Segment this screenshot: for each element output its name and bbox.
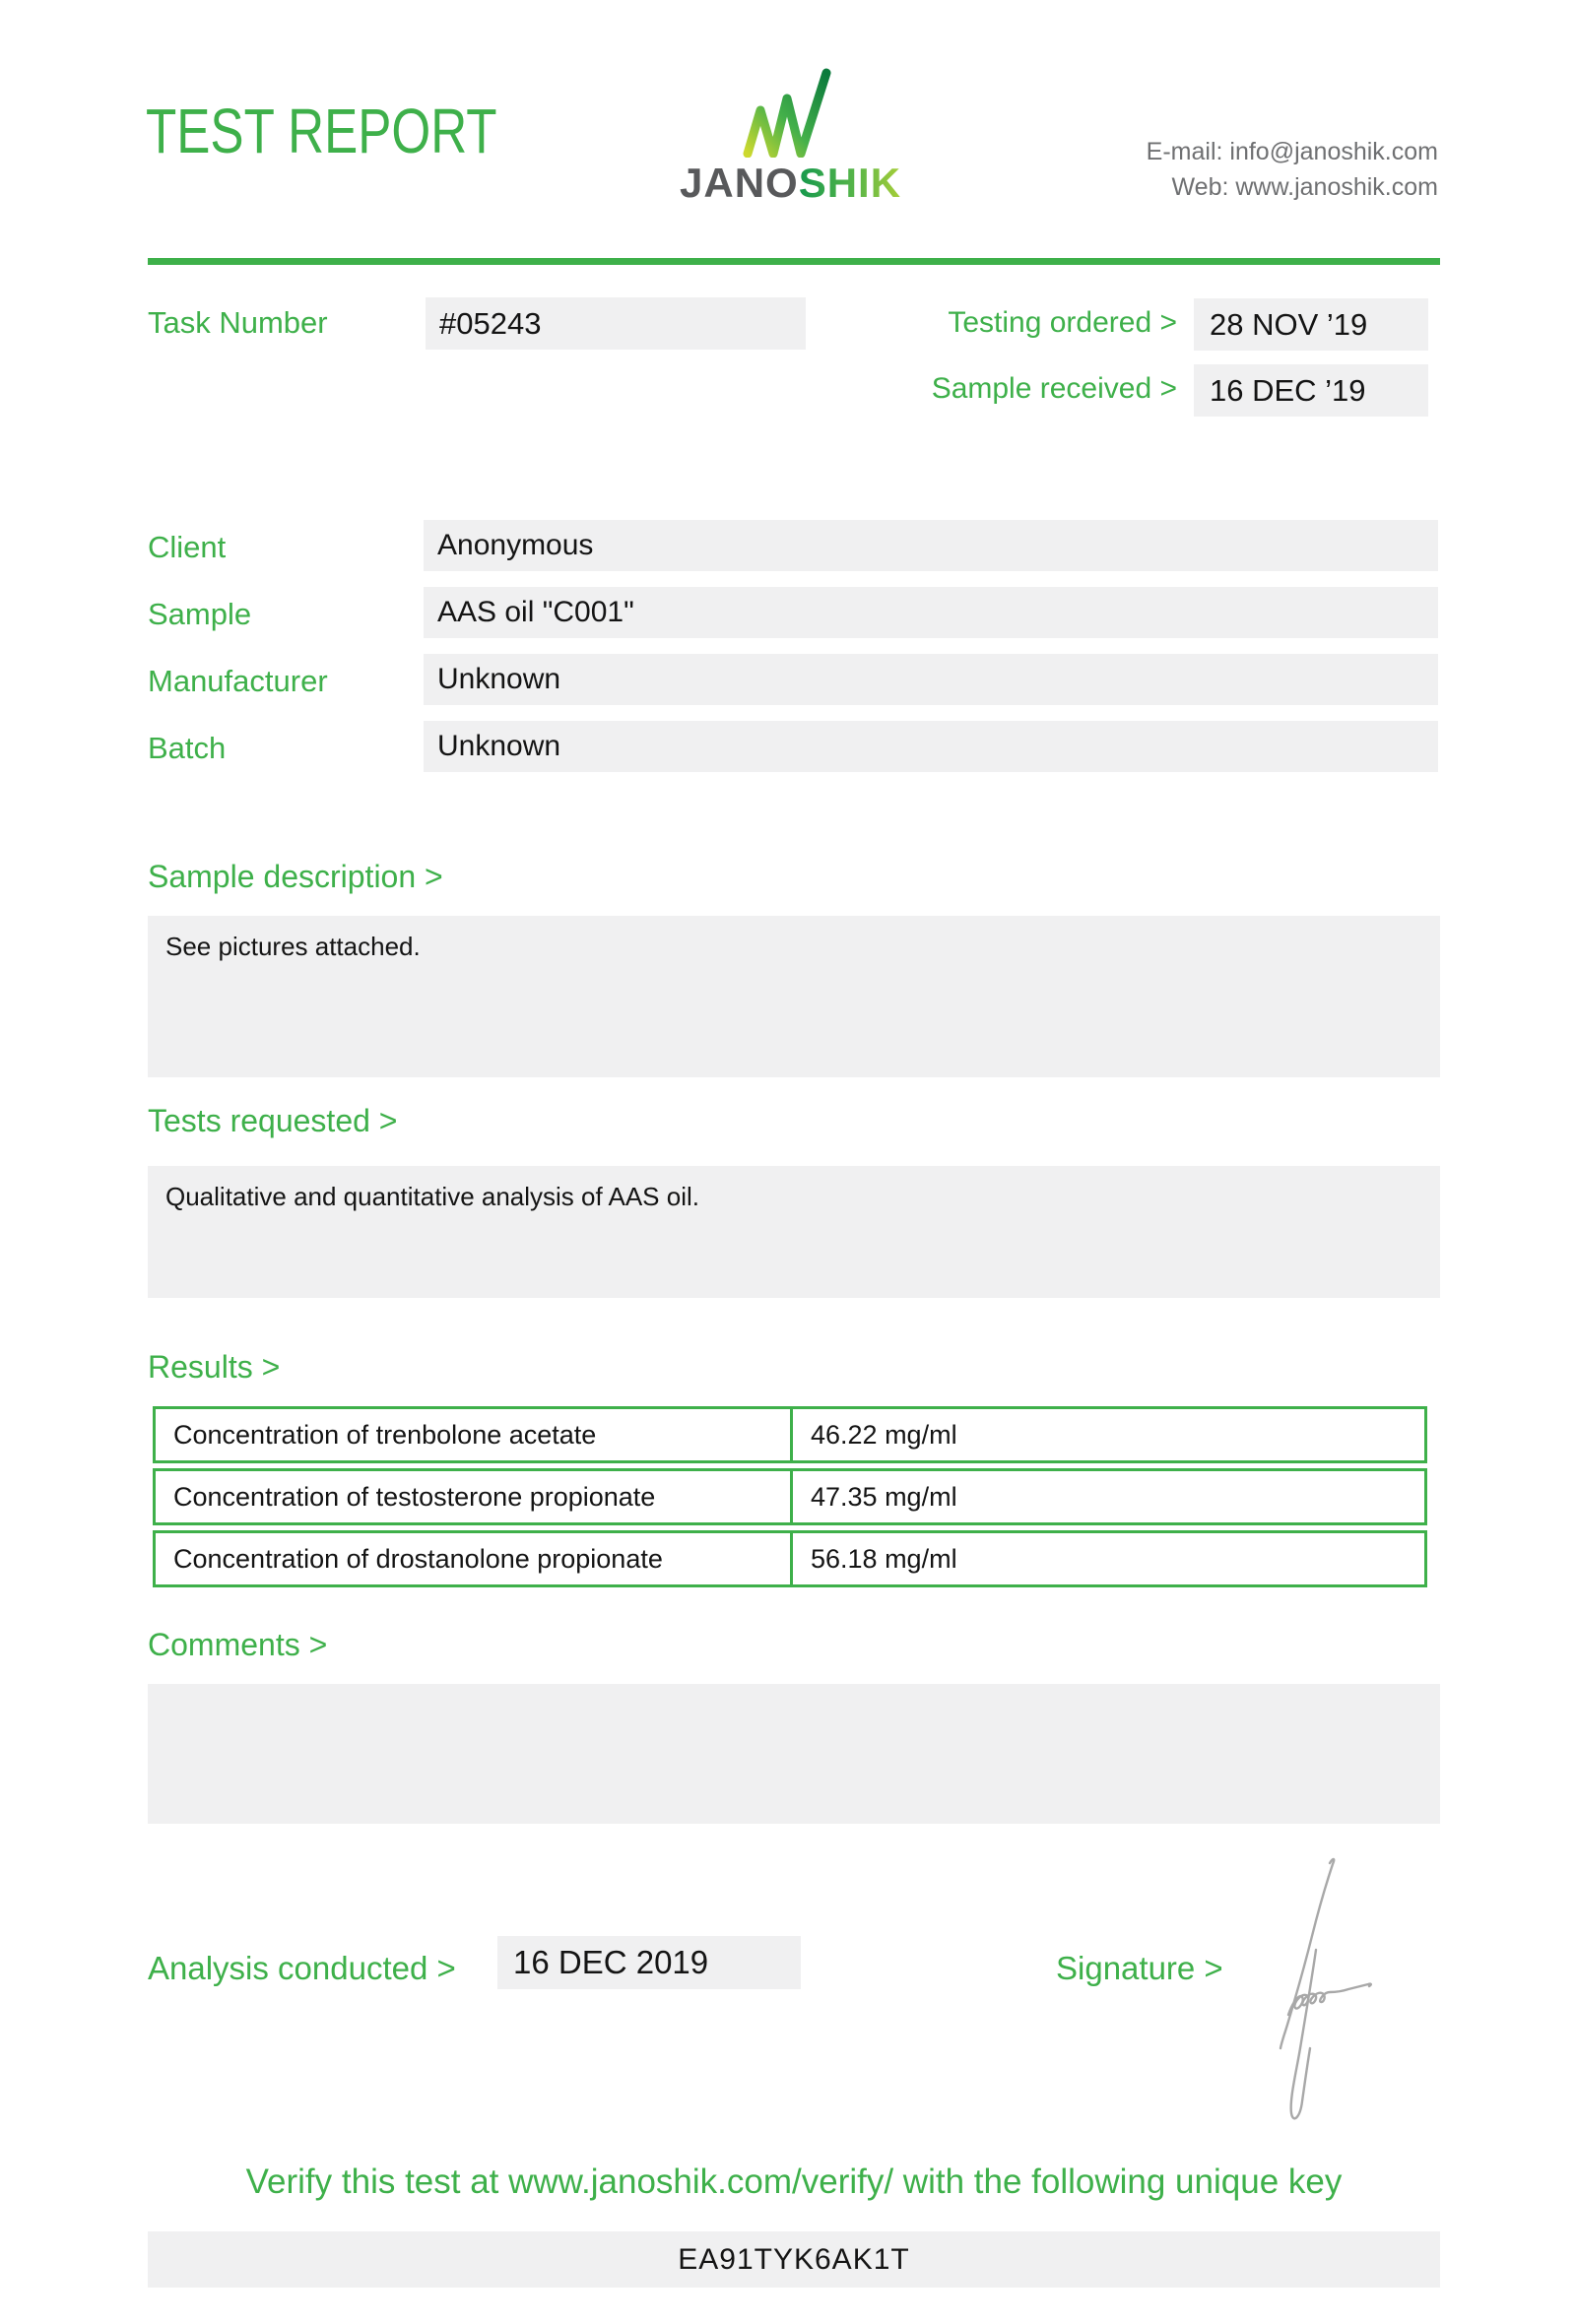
field-value-sample: AAS oil "C001" [424,587,1438,638]
page-title: TEST REPORT [146,96,497,166]
task-number-value: #05243 [426,297,806,350]
field-value-manufacturer: Unknown [424,654,1438,705]
tests-requested-box [148,1166,1440,1298]
result-name: Concentration of testosterone propionate [156,1471,793,1522]
growth-chart-icon [741,67,835,158]
testing-ordered-label: Testing ordered > [948,306,1177,339]
testing-ordered-value: 28 NOV ’19 [1194,298,1428,351]
table-row [153,1530,1427,1587]
brand-wordmark-green: SHIK [798,160,902,206]
brand-wordmark-gray: JANO [680,160,799,206]
results-table [153,1406,1427,1592]
field-label-client: Client [148,530,227,564]
results-heading: Results > [148,1349,281,1385]
comments-heading: Comments > [148,1627,328,1662]
analysis-conducted-value: 16 DEC 2019 [497,1936,801,1989]
unique-key-value: EA91TYK6AK1T [148,2231,1440,2288]
brand-wordmark [680,160,902,207]
result-value: 56.18 mg/ml [811,1544,957,1574]
result-name: Concentration of trenbolone acetate [156,1409,793,1460]
field-label-manufacturer: Manufacturer [148,664,328,698]
sample-description-text: See pictures attached. [165,932,421,961]
sample-description-heading: Sample description > [148,859,443,894]
comments-box [148,1684,1440,1824]
header-divider [148,258,1440,265]
sample-received-label: Sample received > [931,372,1177,405]
table-row [153,1406,1427,1463]
result-name: Concentration of drostanolone propionate [156,1533,793,1584]
table-row [153,1468,1427,1525]
task-number-label: Task Number [148,305,328,340]
signature-image [1273,1855,1383,2129]
sample-description-box [148,916,1440,1077]
signature-label: Signature > [1056,1950,1223,1986]
analysis-conducted-label: Analysis conducted > [148,1950,456,1986]
tests-requested-heading: Tests requested > [148,1103,398,1138]
field-value-batch: Unknown [424,721,1438,772]
contact-info [1147,134,1438,205]
brand-logo [680,67,902,207]
field-value-client: Anonymous [424,520,1438,571]
result-value: 47.35 mg/ml [811,1482,957,1512]
contact-web: Web: www.janoshik.com [1171,173,1438,201]
tests-requested-text: Qualitative and quantitative analysis of AAS oil. [165,1182,699,1211]
field-label-sample: Sample [148,597,252,631]
sample-received-value: 16 DEC ’19 [1194,364,1428,417]
field-label-batch: Batch [148,731,227,765]
verify-instruction: Verify this test at www.janoshik.com/verify/ with the following unique key [245,2163,1343,2201]
contact-email: E-mail: info@janoshik.com [1146,138,1438,165]
result-value: 46.22 mg/ml [811,1420,957,1450]
